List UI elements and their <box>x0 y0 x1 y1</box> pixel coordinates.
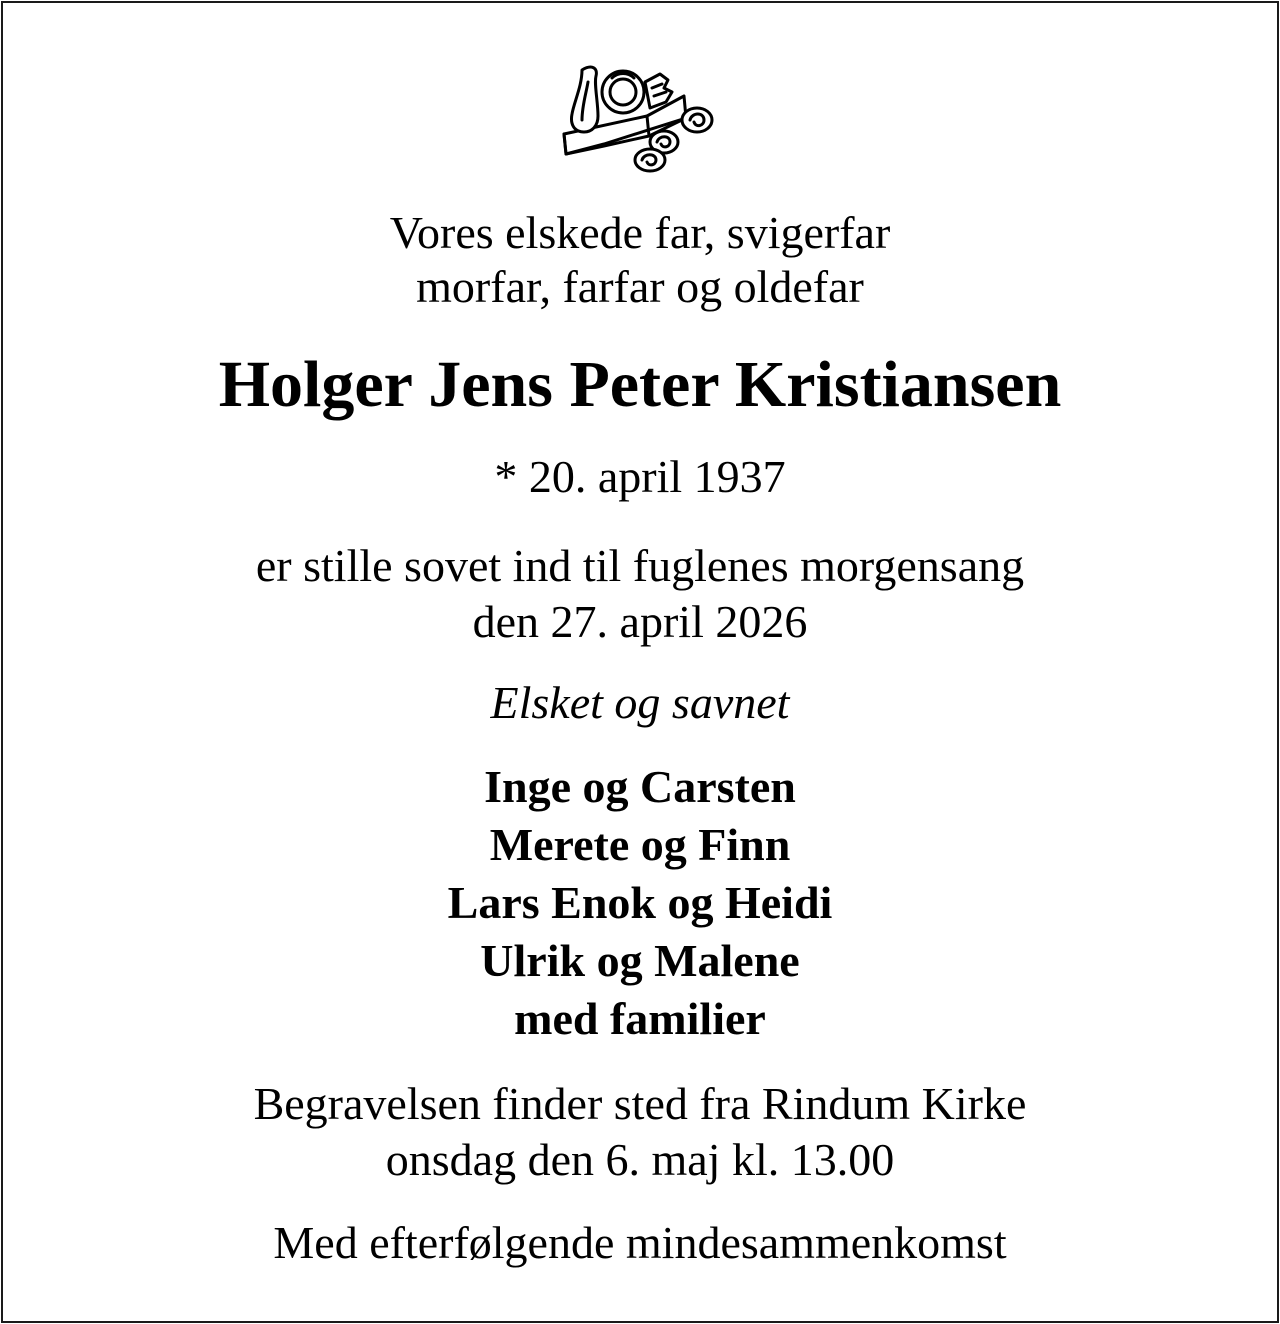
death-line-2: den 27. april 2026 <box>472 596 808 647</box>
death-line-1: er stille sovet ind til fuglenes morgensang <box>255 540 1025 591</box>
memorial-note: Med efterfølgende mindesammenkomst <box>273 1217 1007 1268</box>
carpenter-plane-icon <box>552 58 732 173</box>
funeral-line-1: Begravelsen finder sted fra Rindum Kirke <box>253 1078 1027 1129</box>
family-member: Inge og Carsten <box>484 761 796 812</box>
funeral-line-2: onsdag den 6. maj kl. 13.00 <box>385 1134 895 1185</box>
intro-line-2: morfar, farfar og oldefar <box>416 261 864 312</box>
family-member: Ulrik og Malene <box>480 935 800 986</box>
deceased-name: Holger Jens Peter Kristiansen <box>218 348 1062 421</box>
family-member: med familier <box>514 993 766 1044</box>
family-member: Lars Enok og Heidi <box>447 877 833 928</box>
obituary-notice <box>1 1 1279 1323</box>
intro-line-1: Vores elskede far, svigerfar <box>389 207 891 258</box>
family-member: Merete og Finn <box>489 819 791 870</box>
birth-date: * 20. april 1937 <box>494 451 786 502</box>
tagline: Elsket og savnet <box>490 677 790 728</box>
